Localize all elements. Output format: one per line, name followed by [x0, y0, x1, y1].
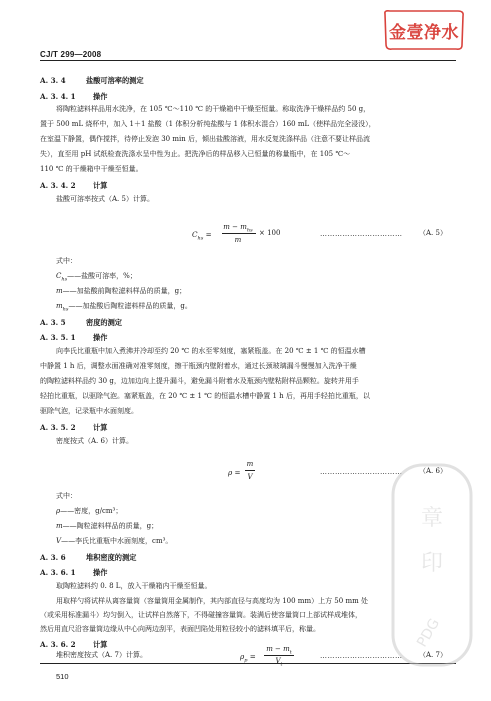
definition-line: $C_{hs}——$盐酸可溶率，%； — [56, 272, 137, 283]
definition-line: $m_{hs}——$加盐酸后陶粒滤料样品的质量，g。 — [56, 302, 192, 313]
where-label: 式中： — [56, 492, 77, 500]
eq6-lhs: ρ — [228, 468, 233, 477]
eq6-denominator: V — [247, 473, 253, 481]
paragraph-line: （或采用标准漏斗）均匀倒入，让试样自然落下，不得碰撞容量筒。装满后使容量筒口上部试样成堆体， — [40, 611, 362, 619]
eq5-numerator-sub: hs — [246, 227, 253, 234]
definition-line: m——加盐酸前陶粒滤料样品的质量，g； — [56, 287, 187, 295]
eq7-lhs: ρ — [240, 652, 245, 661]
section-a-3-5-2-number: A. 3. 5. 2 — [40, 423, 76, 432]
fraction-bar — [245, 470, 255, 471]
leader-dots: …………………………… — [320, 230, 403, 238]
paragraph-line: 的陶粒滤料样品约 30 g，边加边向上提升漏斗，避免漏斗附着水及瓶颈内壁粘附样品颗粒。旋转并用手 — [40, 377, 359, 385]
section-a-3-5-title: 密度的测定 — [86, 318, 122, 327]
section-a-3-6-2-title: 计算 — [93, 640, 108, 649]
eq7-label: （A. 7） — [419, 651, 447, 659]
section-a-3-4-2-title: 计算 — [93, 181, 108, 190]
header-rule — [40, 60, 456, 61]
eq5-tail: × 100 — [259, 229, 281, 237]
paragraph-line: 驱除气泡，记录瓶中水面刻度。 — [40, 407, 138, 415]
paragraph-line: 在室温下静置，偶作搅拌，待停止发泡 30 min 后，倾出盐酸溶液，用水反复洗涤样品（注意不要让样品流 — [40, 135, 370, 143]
section-a-3-4-2-number: A. 3. 4. 2 — [40, 181, 76, 190]
eq6-numerator: m — [246, 460, 254, 468]
definition-line: V——李氏比重瓶中水面刻度，cm³。 — [56, 537, 173, 545]
page-number: 510 — [56, 672, 69, 681]
section-a-3-5-1-number: A. 3. 5. 1 — [40, 333, 76, 342]
eq7-lhs-sub: p — [244, 657, 248, 664]
formula-intro: 密度按式（A. 6）计算。 — [56, 437, 133, 445]
jinyi-logo — [382, 8, 466, 52]
paragraph-line: 向李氏比重瓶中加入煮沸并冷却至约 20 ℃ 的水至零刻度，塞紧瓶盖。在 20 ℃ ± 1 ℃ 的恒温水槽 — [56, 347, 366, 355]
eq5-denominator: m — [234, 236, 242, 244]
section-a-3-5-1-title: 操作 — [93, 333, 108, 342]
paragraph-line: 将陶粒滤料样品用水洗净，在 105 ℃～110 ℃ 的干燥箱中干燥至恒量。称取洗净干燥样品约 50 g， — [56, 105, 371, 113]
section-a-3-6-number: A. 3. 6 — [40, 553, 66, 562]
where-label: 式中： — [56, 257, 77, 265]
section-a-3-4-1-title: 操作 — [93, 92, 108, 101]
leader-dots: …………………………… — [320, 468, 403, 476]
formula-intro: 堆积密度按式（A. 7）计算。 — [56, 651, 147, 659]
formula-intro: 盐酸可溶率按式（A. 5）计算。 — [56, 195, 154, 203]
leader-dots: …………………………… — [320, 652, 403, 660]
section-a-3-4-title: 盐酸可溶率的测定 — [86, 76, 144, 85]
eq5-label: （A. 5） — [419, 229, 447, 237]
section-a-3-4-1-number: A. 3. 4. 1 — [40, 92, 76, 101]
paragraph-line: 失），直至用 pH 试纸检查洗涤水呈中性为止。把洗净后的样品移入已恒量的称量瓶中，在 105 ℃～ — [40, 150, 351, 158]
svg-text:印: 印 — [420, 551, 444, 576]
pdg-stamp-watermark — [385, 455, 480, 685]
standard-number: CJ/T 299—2008 — [40, 50, 102, 59]
definition-line: ρ——密度，g/cm³； — [56, 507, 123, 515]
paragraph-line: 轻拍比重瓶，以驱除气泡。塞紧瓶盖，在 20 ℃ ± 1 ℃ 的恒温水槽中静置 1 h 后，再用手轻拍比重瓶，以 — [40, 392, 370, 400]
section-a-3-6-title: 堆积密度的测定 — [86, 553, 137, 562]
eq5-lhs: C — [192, 230, 198, 239]
section-a-3-6-2-number: A. 3. 6. 2 — [40, 640, 76, 649]
eq6-label: （A. 6） — [419, 467, 447, 475]
paragraph-line: 取陶粒滤料约 0. 8 L，放入干燥箱内干燥至恒量。 — [56, 582, 212, 590]
section-a-3-6-1-number: A. 3. 6. 1 — [40, 568, 76, 577]
section-a-3-6-1-title: 操作 — [93, 568, 108, 577]
section-a-3-5-2-title: 计算 — [93, 423, 108, 432]
paragraph-line: 用取样勺将试样从离容量筒（容量筒用金属制作，其内部直径与高度均为 100 mm）上方 50 mm 处 — [56, 597, 368, 605]
fraction-bar — [264, 655, 294, 656]
paragraph-line: 中静置 1 h 后，调整水面准确对准零刻度，擦干瓶颈内壁附着水，通过长颈玻璃漏斗慢慢加入洗净干燥 — [40, 362, 357, 370]
eq5-numerator: m − m — [223, 223, 247, 231]
svg-text:PDG: PDG — [414, 615, 443, 651]
fraction-bar — [222, 233, 256, 234]
eq5-lhs-sub: hs — [197, 235, 204, 242]
section-a-3-5-number: A. 3. 5 — [40, 318, 66, 327]
definition-line: m——陶粒滤料样品的质量，g； — [56, 522, 159, 530]
section-a-3-4-number: A. 3. 4 — [40, 76, 66, 85]
svg-text:章: 章 — [420, 506, 444, 531]
paragraph-line: 然后用直尺沿容量筒边缘从中心向两边刮平，表面凹陷处用粒径较小的滤料填平后，称量。 — [40, 625, 320, 633]
svg-text:金壹净水: 金壹净水 — [389, 23, 459, 43]
paragraph-line: 110 ℃ 的干燥箱中干燥至恒量。 — [40, 165, 143, 173]
paragraph-line: 置于 500 mL 烧杯中，加入 1＋1 盐酸（1 体积分析纯盐酸与 1 体积水混合）160 mL（使样品完全浸没）， — [40, 120, 376, 128]
